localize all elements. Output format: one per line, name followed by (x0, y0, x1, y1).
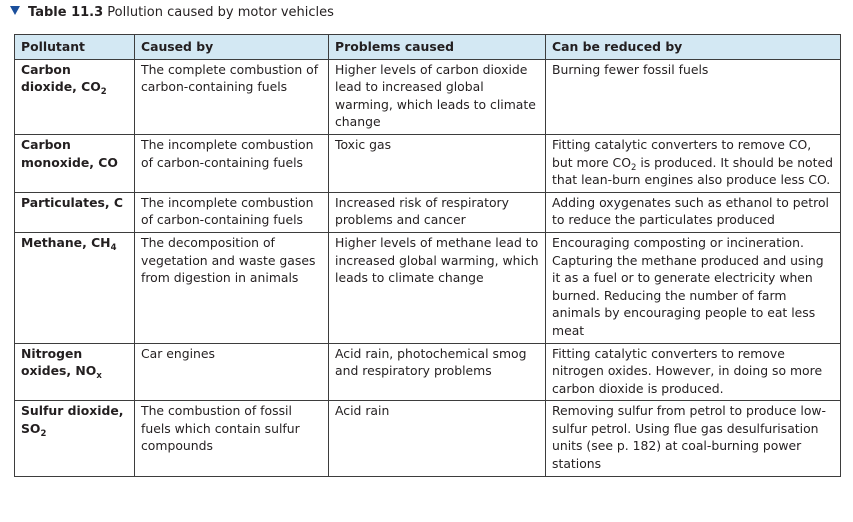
table-row (15, 59, 841, 134)
caused-by-cell: Car engines (135, 343, 329, 401)
text-part: is produced. It should be noted that lean-burn engines also produce less CO. (552, 154, 833, 188)
caused-by-cell: The incomplete combustion of carbon-containing fuels (135, 134, 329, 192)
problems-cell: Acid rain, photochemical smog and respiratory problems (329, 343, 546, 401)
subscript: 2 (40, 428, 47, 439)
pollutant-cell (15, 192, 135, 232)
pollutant-cell (15, 401, 135, 476)
pollutant-name: Sulfur dioxide, SO (21, 403, 124, 436)
header-caused-by: Caused by (135, 35, 329, 60)
reduced-by-cell: Encouraging composting or incineration. Capturing the methane produced and using it as a fuel or to generate electricity when burned. Reducing the number of farm animals by encouraging people to eat less meat (546, 232, 841, 343)
problems-cell: Toxic gas (329, 134, 546, 192)
table-row (15, 134, 841, 192)
subscript: 2 (100, 87, 107, 98)
reduced-by-cell: Burning fewer fossil fuels (546, 59, 841, 134)
triangle-down-icon (10, 6, 20, 15)
header-problems: Problems caused (329, 35, 546, 60)
table-caption (10, 5, 334, 21)
pollutant-name: Particulates, C (21, 194, 123, 210)
pollutant-name: Methane, CH (21, 234, 111, 250)
reduced-by-cell: Adding oxygenates such as ethanol to petrol to reduce the particulates produced (546, 192, 841, 232)
subscript: 4 (110, 242, 117, 253)
pollutant-cell (15, 134, 135, 192)
pollutant-name: Nitrogen oxides, NO (21, 345, 97, 379)
caused-by-cell: The decomposition of vegetation and waste gases from digestion in animals (135, 232, 329, 343)
problems-cell: Acid rain (329, 401, 546, 476)
reduced-by-cell (546, 134, 841, 192)
table-row (15, 343, 841, 401)
reduced-by-cell: Removing sulfur from petrol to produce low-sulfur petrol. Using flue gas desulfurisation units (see p. 182) at coal-burning power stations (546, 401, 841, 476)
reduced-by-cell: Fitting catalytic converters to remove nitrogen oxides. However, in doing so more carbon dioxide is produced. (546, 343, 841, 401)
pollutant-name: Carbon monoxide, CO (21, 136, 118, 170)
pollutant-name: Carbon dioxide, CO (21, 61, 101, 95)
caused-by-cell: The complete combustion of carbon-containing fuels (135, 59, 329, 134)
subscript: x (96, 371, 102, 382)
text-part: Fitting catalytic converters to remove CO, but more CO (552, 136, 812, 170)
problems-cell: Increased risk of respiratory problems and cancer (329, 192, 546, 232)
header-pollutant: Pollutant (15, 35, 135, 60)
table-title: Pollution caused by motor vehicles (107, 5, 334, 20)
pollution-table (14, 34, 841, 477)
problems-cell: Higher levels of carbon dioxide lead to increased global warming, which leads to climate change (329, 59, 546, 134)
pollutant-cell (15, 59, 135, 134)
table-row (15, 232, 841, 343)
subscript: 2 (630, 162, 637, 173)
header-reduced-by: Can be reduced by (546, 35, 841, 60)
table-row (15, 192, 841, 232)
pollutant-cell (15, 232, 135, 343)
header-row (15, 35, 841, 60)
table-number: Table 11.3 (28, 5, 104, 20)
caused-by-cell: The incomplete combustion of carbon-containing fuels (135, 192, 329, 232)
table-row (15, 401, 841, 476)
pollutant-cell (15, 343, 135, 401)
caused-by-cell: The combustion of fossil fuels which contain sulfur compounds (135, 401, 329, 476)
problems-cell: Higher levels of methane lead to increased global warming, which leads to climate change (329, 232, 546, 343)
